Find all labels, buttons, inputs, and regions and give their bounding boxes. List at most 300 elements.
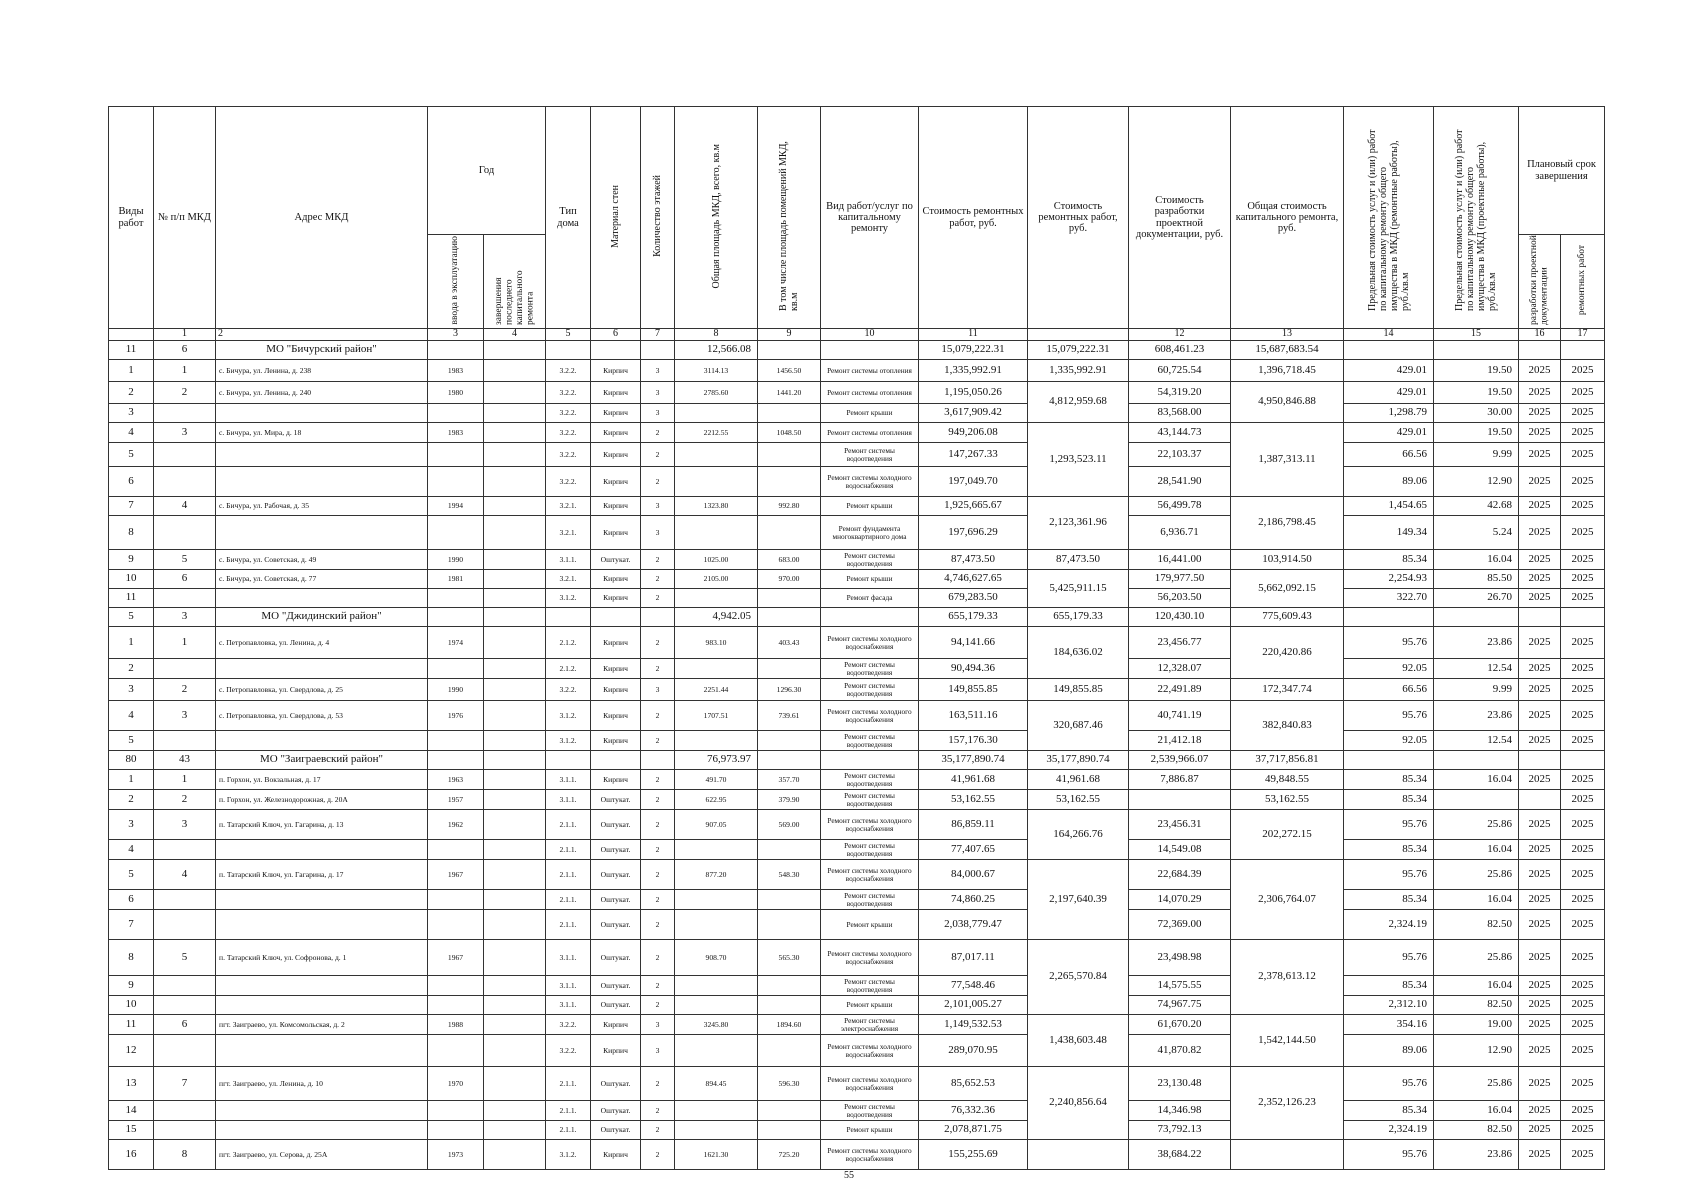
cell-limit-repair: 2,254.93 — [1344, 570, 1434, 589]
cell-year-commissioning: 1981 — [428, 570, 484, 589]
cell-total-area: 983.10 — [675, 627, 758, 659]
cell-year-commissioning: 1976 — [428, 701, 484, 731]
cell-project-cost: 22,103.37 — [1129, 443, 1231, 467]
colnum: 8 — [675, 329, 758, 341]
cell-deadline-repair: 2025 — [1561, 423, 1605, 443]
cell-deadline-project: 2025 — [1519, 840, 1561, 860]
cell-total-area — [675, 1101, 758, 1121]
cell-house-type: 2.1.1. — [546, 810, 591, 840]
cell-work-type: Ремонт системы водоотведения — [821, 659, 919, 679]
cell-deadline-project: 2025 — [1519, 1101, 1561, 1121]
cell-house-type: 2.1.1. — [546, 890, 591, 910]
cell-premises-area: 565.30 — [758, 940, 821, 976]
cell-wall-material: Оштукат. — [591, 1101, 641, 1121]
cell-year-commissioning — [428, 467, 484, 497]
cell-empty — [484, 341, 546, 360]
cell-repair-cost: 77,407.65 — [919, 840, 1028, 860]
cell-floors: 2 — [641, 1067, 675, 1101]
cell-repair-cost: 74,860.25 — [919, 890, 1028, 910]
cell-limit-project: 16.04 — [1434, 770, 1519, 790]
cell-repair-cost-total: 184,636.02 — [1028, 627, 1129, 679]
cell-empty — [1561, 341, 1605, 360]
cell-mkd-number: 7 — [154, 1067, 216, 1101]
cell-year-commissioning — [428, 659, 484, 679]
cell-address: с. Петропавловка, ул. Свердлова, д. 53 — [216, 701, 428, 731]
cell-floors: 2 — [641, 976, 675, 996]
cell-house-type: 3.2.2. — [546, 467, 591, 497]
header-year: Год — [428, 107, 546, 235]
region-name: МО "Джидинский район" — [216, 608, 428, 627]
cell-total-area: 1621.30 — [675, 1140, 758, 1170]
cell-deadline-project: 2025 — [1519, 423, 1561, 443]
header-address: Адрес МКД — [216, 107, 428, 329]
cell-limit-project: 25.86 — [1434, 810, 1519, 840]
cell-year-commissioning — [428, 589, 484, 608]
cell-premises-area: 1441.20 — [758, 382, 821, 404]
colnum: 5 — [546, 329, 591, 341]
cell-deadline-project: 2025 — [1519, 589, 1561, 608]
cell-year-commissioning — [428, 731, 484, 751]
cell-vidy-rabot: 4 — [109, 701, 154, 731]
cell-empty — [428, 751, 484, 770]
cell-project-cost: 74,967.75 — [1129, 996, 1231, 1015]
cell-repair-cost: 2,101,005.27 — [919, 996, 1028, 1015]
region-row — [109, 341, 1605, 360]
table-row — [109, 516, 1605, 550]
cell-repair-cost-total: 41,961.68 — [1028, 770, 1129, 790]
cell-address: пгт. Заиграево, ул. Ленина, д. 10 — [216, 1067, 428, 1101]
cell-total-area: 3114.13 — [675, 360, 758, 382]
cell-wall-material: Оштукат. — [591, 840, 641, 860]
cell-limit-project: 16.04 — [1434, 976, 1519, 996]
cell-deadline-project: 2025 — [1519, 890, 1561, 910]
cell-repair-cost: 2,038,779.47 — [919, 910, 1028, 940]
cell-year-last-repair — [484, 497, 546, 516]
cell-vidy-rabot: 9 — [109, 550, 154, 570]
colnum: 1 — [154, 329, 216, 341]
cell-empty — [821, 608, 919, 627]
cell-year-commissioning: 1957 — [428, 790, 484, 810]
cell-limit-project: 82.50 — [1434, 910, 1519, 940]
header-limit-project: Предельная стоимость услуг и (или) работ по капитальному ремонту общего имущества в МКД (проектные работы), руб./кв.м — [1434, 107, 1519, 329]
cell-work-type: Ремонт системы отопления — [821, 360, 919, 382]
cell-premises-area — [758, 516, 821, 550]
cell-mkd-number: 5 — [154, 940, 216, 976]
cell-year-commissioning: 1963 — [428, 770, 484, 790]
header-work-type: Вид работ/услуг по капитальному ремонту — [821, 107, 919, 329]
cell-address — [216, 443, 428, 467]
colnum: 4 — [484, 329, 546, 341]
cell-total-cost: 49,848.55 — [1231, 770, 1344, 790]
cell-year-commissioning: 1967 — [428, 940, 484, 976]
column-numbers-row — [109, 329, 1605, 341]
cell-repair-cost: 1,335,992.91 — [919, 360, 1028, 382]
cell-total-area — [675, 443, 758, 467]
cell-deadline-project: 2025 — [1519, 1015, 1561, 1035]
cell-repair-cost-total: 655,179.33 — [1028, 608, 1129, 627]
region-name: МО "Бичурский район" — [216, 341, 428, 360]
cell-total-area: 2785.60 — [675, 382, 758, 404]
cell-mkd-number: 3 — [154, 701, 216, 731]
cell-address: п. Горхон, ул. Вокзальная, д. 17 — [216, 770, 428, 790]
cell-deadline-repair: 2025 — [1561, 1067, 1605, 1101]
colnum: 16 — [1519, 329, 1561, 341]
cell-repair-cost: 86,859.11 — [919, 810, 1028, 840]
cell-house-type: 2.1.2. — [546, 659, 591, 679]
cell-vidy-rabot: 5 — [109, 608, 154, 627]
cell-year-commissioning: 1974 — [428, 627, 484, 659]
cell-wall-material: Оштукат. — [591, 910, 641, 940]
cell-address: п. Горхон, ул. Железнодорожная, д. 20А — [216, 790, 428, 810]
cell-repair-cost: 1,195,050.26 — [919, 382, 1028, 404]
cell-limit-repair: 66.56 — [1344, 443, 1434, 467]
cell-deadline-project: 2025 — [1519, 497, 1561, 516]
cell-floors: 2 — [641, 860, 675, 890]
table-row — [109, 497, 1605, 516]
cell-deadline-repair: 2025 — [1561, 443, 1605, 467]
cell-empty — [1344, 341, 1434, 360]
cell-total-area: 76,973.97 — [675, 751, 758, 770]
cell-year-commissioning: 1988 — [428, 1015, 484, 1035]
cell-total-area — [675, 516, 758, 550]
header-repair-cost-total: Стоимость ремонтных работ, руб. — [1028, 107, 1129, 329]
cell-house-type: 2.1.1. — [546, 860, 591, 890]
table-row — [109, 404, 1605, 423]
cell-year-last-repair — [484, 701, 546, 731]
cell-repair-cost: 94,141.66 — [919, 627, 1028, 659]
cell-total-area: 1707.51 — [675, 701, 758, 731]
table-row — [109, 360, 1605, 382]
cell-address — [216, 910, 428, 940]
cell-total-area — [675, 731, 758, 751]
cell-house-type: 2.1.2. — [546, 627, 591, 659]
cell-year-commissioning: 1990 — [428, 550, 484, 570]
table-row — [109, 659, 1605, 679]
cell-deadline-repair: 2025 — [1561, 1140, 1605, 1170]
cell-deadline-repair: 2025 — [1561, 382, 1605, 404]
cell-empty — [1519, 608, 1561, 627]
header-plan-deadline: Плановый срок завершения — [1519, 107, 1605, 235]
cell-limit-repair: 95.76 — [1344, 627, 1434, 659]
cell-empty — [591, 608, 641, 627]
cell-year-last-repair — [484, 731, 546, 751]
cell-work-type: Ремонт системы водоотведения — [821, 679, 919, 701]
cell-premises-area: 548.30 — [758, 860, 821, 890]
cell-vidy-rabot: 11 — [109, 341, 154, 360]
cell-floors: 2 — [641, 940, 675, 976]
cell-wall-material: Кирпич — [591, 589, 641, 608]
cell-empty — [1434, 751, 1519, 770]
cell-house-type: 2.1.1. — [546, 910, 591, 940]
cell-total-cost: 382,840.83 — [1231, 701, 1344, 751]
cell-limit-project: 12.90 — [1434, 467, 1519, 497]
cell-repair-cost-total: 2,265,570.84 — [1028, 940, 1129, 1015]
cell-empty — [758, 608, 821, 627]
cell-wall-material: Оштукат. — [591, 860, 641, 890]
cell-deadline-repair: 2025 — [1561, 976, 1605, 996]
cell-total-area — [675, 404, 758, 423]
table-row — [109, 589, 1605, 608]
cell-empty — [428, 608, 484, 627]
cell-wall-material: Кирпич — [591, 701, 641, 731]
cell-house-type: 3.2.1. — [546, 570, 591, 589]
cell-year-commissioning — [428, 840, 484, 860]
cell-limit-project: 9.99 — [1434, 679, 1519, 701]
cell-year-last-repair — [484, 840, 546, 860]
cell-repair-cost-total — [1028, 1140, 1129, 1170]
cell-repair-cost: 149,855.85 — [919, 679, 1028, 701]
cell-limit-repair: 89.06 — [1344, 467, 1434, 497]
capital-repair-table — [108, 106, 1605, 1170]
cell-deadline-project: 2025 — [1519, 360, 1561, 382]
colnum — [1028, 329, 1129, 341]
cell-mkd-number: 4 — [154, 860, 216, 890]
cell-wall-material: Кирпич — [591, 497, 641, 516]
cell-mkd-number: 2 — [154, 790, 216, 810]
cell-work-type: Ремонт системы отопления — [821, 423, 919, 443]
cell-house-type: 3.2.1. — [546, 516, 591, 550]
table-row — [109, 1015, 1605, 1035]
colnum: 3 — [428, 329, 484, 341]
cell-mkd-count: 43 — [154, 751, 216, 770]
cell-mkd-number: 1 — [154, 627, 216, 659]
table-row — [109, 1035, 1605, 1067]
cell-limit-repair: 85.34 — [1344, 1101, 1434, 1121]
cell-deadline-project: 2025 — [1519, 467, 1561, 497]
cell-year-last-repair — [484, 659, 546, 679]
cell-address — [216, 890, 428, 910]
cell-limit-repair: 85.34 — [1344, 550, 1434, 570]
cell-house-type: 3.1.1. — [546, 770, 591, 790]
cell-limit-repair: 89.06 — [1344, 1035, 1434, 1067]
cell-repair-cost: 87,473.50 — [919, 550, 1028, 570]
cell-year-last-repair — [484, 860, 546, 890]
cell-year-last-repair — [484, 404, 546, 423]
cell-total-area: 907.05 — [675, 810, 758, 840]
cell-work-type: Ремонт системы водоотведения — [821, 890, 919, 910]
cell-floors: 2 — [641, 589, 675, 608]
cell-mkd-number: 6 — [154, 1015, 216, 1035]
cell-limit-repair: 354.16 — [1344, 1015, 1434, 1035]
cell-deadline-repair: 2025 — [1561, 467, 1605, 497]
cell-vidy-rabot: 3 — [109, 679, 154, 701]
cell-total-area — [675, 659, 758, 679]
cell-wall-material: Кирпич — [591, 627, 641, 659]
cell-year-commissioning — [428, 996, 484, 1015]
cell-address: с. Бичура, ул. Рабочая, д. 35 — [216, 497, 428, 516]
cell-limit-repair: 85.34 — [1344, 976, 1434, 996]
table-row — [109, 840, 1605, 860]
cell-year-commissioning: 1983 — [428, 423, 484, 443]
cell-mkd-number: 5 — [154, 550, 216, 570]
cell-limit-repair: 429.01 — [1344, 423, 1434, 443]
cell-wall-material: Оштукат. — [591, 940, 641, 976]
cell-floors: 3 — [641, 497, 675, 516]
cell-wall-material: Кирпич — [591, 1140, 641, 1170]
cell-total-area: 908.70 — [675, 940, 758, 976]
cell-vidy-rabot: 80 — [109, 751, 154, 770]
cell-work-type: Ремонт системы холодного водоснабжения — [821, 467, 919, 497]
cell-repair-cost: 163,511.16 — [919, 701, 1028, 731]
cell-repair-cost-total: 15,079,222.31 — [1028, 341, 1129, 360]
cell-premises-area: 379.90 — [758, 790, 821, 810]
cell-repair-cost: 3,617,909.42 — [919, 404, 1028, 423]
cell-project-cost: 21,412.18 — [1129, 731, 1231, 751]
cell-address: с. Бичура, ул. Советская, д. 49 — [216, 550, 428, 570]
cell-total-area — [675, 1121, 758, 1140]
region-name: МО "Заиграевский район" — [216, 751, 428, 770]
cell-limit-project — [1434, 790, 1519, 810]
header-wall-material: Материал стен — [591, 107, 641, 329]
cell-project-cost: 56,499.78 — [1129, 497, 1231, 516]
cell-floors: 2 — [641, 770, 675, 790]
cell-vidy-rabot: 16 — [109, 1140, 154, 1170]
cell-deadline-repair: 2025 — [1561, 1121, 1605, 1140]
colnum: 2 — [216, 329, 428, 341]
cell-premises-area — [758, 996, 821, 1015]
cell-mkd-number — [154, 890, 216, 910]
cell-premises-area — [758, 1121, 821, 1140]
cell-year-commissioning: 1967 — [428, 860, 484, 890]
cell-wall-material: Кирпич — [591, 516, 641, 550]
cell-vidy-rabot: 14 — [109, 1101, 154, 1121]
cell-floors: 2 — [641, 910, 675, 940]
cell-repair-cost: 15,079,222.31 — [919, 341, 1028, 360]
cell-house-type: 3.1.2. — [546, 589, 591, 608]
cell-project-cost: 83,568.00 — [1129, 404, 1231, 423]
cell-premises-area: 739.61 — [758, 701, 821, 731]
cell-deadline-project — [1519, 790, 1561, 810]
cell-total-cost: 220,420.86 — [1231, 627, 1344, 679]
cell-mkd-number — [154, 1101, 216, 1121]
cell-deadline-repair: 2025 — [1561, 890, 1605, 910]
cell-year-last-repair — [484, 679, 546, 701]
cell-vidy-rabot: 9 — [109, 976, 154, 996]
cell-total-area — [675, 910, 758, 940]
table-row — [109, 731, 1605, 751]
cell-floors: 2 — [641, 659, 675, 679]
cell-repair-cost-total: 1,438,603.48 — [1028, 1015, 1129, 1067]
cell-vidy-rabot: 8 — [109, 516, 154, 550]
cell-project-cost: 14,549.08 — [1129, 840, 1231, 860]
colnum: 11 — [919, 329, 1028, 341]
cell-project-cost: 43,144.73 — [1129, 423, 1231, 443]
cell-deadline-repair: 2025 — [1561, 1015, 1605, 1035]
cell-vidy-rabot: 10 — [109, 570, 154, 589]
cell-deadline-project: 2025 — [1519, 810, 1561, 840]
cell-repair-cost: 147,267.33 — [919, 443, 1028, 467]
cell-house-type: 3.2.1. — [546, 497, 591, 516]
cell-vidy-rabot: 1 — [109, 627, 154, 659]
cell-repair-cost-total: 164,266.76 — [1028, 810, 1129, 860]
table-row — [109, 701, 1605, 731]
cell-work-type: Ремонт системы холодного водоснабжения — [821, 1035, 919, 1067]
cell-vidy-rabot: 5 — [109, 731, 154, 751]
cell-limit-project: 42.68 — [1434, 497, 1519, 516]
cell-vidy-rabot: 5 — [109, 443, 154, 467]
cell-limit-repair: 2,324.19 — [1344, 1121, 1434, 1140]
cell-work-type: Ремонт системы водоотведения — [821, 443, 919, 467]
cell-year-last-repair — [484, 443, 546, 467]
cell-premises-area — [758, 443, 821, 467]
table-row — [109, 790, 1605, 810]
cell-house-type: 3.1.2. — [546, 1140, 591, 1170]
cell-mkd-number — [154, 910, 216, 940]
header-year-last-repair: завершения последнего капитального ремонта — [484, 235, 546, 329]
colnum: 12 — [1129, 329, 1231, 341]
table-row — [109, 570, 1605, 589]
cell-mkd-number: 6 — [154, 570, 216, 589]
cell-work-type: Ремонт системы отопления — [821, 382, 919, 404]
cell-empty — [821, 341, 919, 360]
cell-deadline-project: 2025 — [1519, 731, 1561, 751]
cell-deadline-repair: 2025 — [1561, 731, 1605, 751]
cell-limit-project: 25.86 — [1434, 860, 1519, 890]
cell-address: пгт. Заиграево, ул. Серова, д. 25А — [216, 1140, 428, 1170]
cell-floors: 2 — [641, 790, 675, 810]
cell-year-commissioning — [428, 910, 484, 940]
cell-vidy-rabot: 6 — [109, 467, 154, 497]
cell-repair-cost-total: 35,177,890.74 — [1028, 751, 1129, 770]
cell-total-area: 2212.55 — [675, 423, 758, 443]
cell-year-last-repair — [484, 589, 546, 608]
cell-floors: 2 — [641, 550, 675, 570]
cell-address: с. Бичура, ул. Ленина, д. 238 — [216, 360, 428, 382]
cell-total-area: 2251.44 — [675, 679, 758, 701]
cell-repair-cost: 289,070.95 — [919, 1035, 1028, 1067]
cell-total-cost: 37,717,856.81 — [1231, 751, 1344, 770]
cell-work-type: Ремонт системы водоотведения — [821, 1101, 919, 1121]
cell-total-cost: 2,378,613.12 — [1231, 940, 1344, 1015]
cell-year-last-repair — [484, 770, 546, 790]
cell-limit-repair: 95.76 — [1344, 701, 1434, 731]
cell-total-area: 12,566.08 — [675, 341, 758, 360]
cell-address — [216, 404, 428, 423]
cell-project-cost: 23,456.77 — [1129, 627, 1231, 659]
table-row — [109, 770, 1605, 790]
cell-mkd-count: 3 — [154, 608, 216, 627]
cell-vidy-rabot: 13 — [109, 1067, 154, 1101]
cell-address — [216, 840, 428, 860]
cell-house-type: 3.1.2. — [546, 731, 591, 751]
cell-limit-project: 16.04 — [1434, 890, 1519, 910]
cell-limit-repair: 429.01 — [1344, 360, 1434, 382]
cell-repair-cost: 84,000.67 — [919, 860, 1028, 890]
cell-work-type: Ремонт системы водоотведения — [821, 790, 919, 810]
cell-address: п. Татарский Ключ, ул. Гагарина, д. 13 — [216, 810, 428, 840]
cell-address — [216, 996, 428, 1015]
cell-limit-repair: 85.34 — [1344, 790, 1434, 810]
cell-total-area: 1323.80 — [675, 497, 758, 516]
cell-repair-cost: 949,206.08 — [919, 423, 1028, 443]
cell-address: с. Петропавловка, ул. Свердлова, д. 25 — [216, 679, 428, 701]
cell-work-type: Ремонт крыши — [821, 497, 919, 516]
header-limit-repair: Предельная стоимость услуг и (или) работ по капитальному ремонту общего имущества в МКД (ремонтные работы), руб./кв.м — [1344, 107, 1434, 329]
cell-premises-area: 569.00 — [758, 810, 821, 840]
cell-mkd-number — [154, 976, 216, 996]
cell-repair-cost-total: 320,687.46 — [1028, 701, 1129, 751]
cell-vidy-rabot: 6 — [109, 890, 154, 910]
cell-deadline-project: 2025 — [1519, 516, 1561, 550]
cell-deadline-project: 2025 — [1519, 940, 1561, 976]
cell-empty — [1344, 751, 1434, 770]
cell-empty — [591, 751, 641, 770]
cell-total-area — [675, 1035, 758, 1067]
table-row — [109, 1067, 1605, 1101]
cell-year-last-repair — [484, 1121, 546, 1140]
cell-limit-repair: 95.76 — [1344, 860, 1434, 890]
cell-year-commissioning: 1990 — [428, 679, 484, 701]
